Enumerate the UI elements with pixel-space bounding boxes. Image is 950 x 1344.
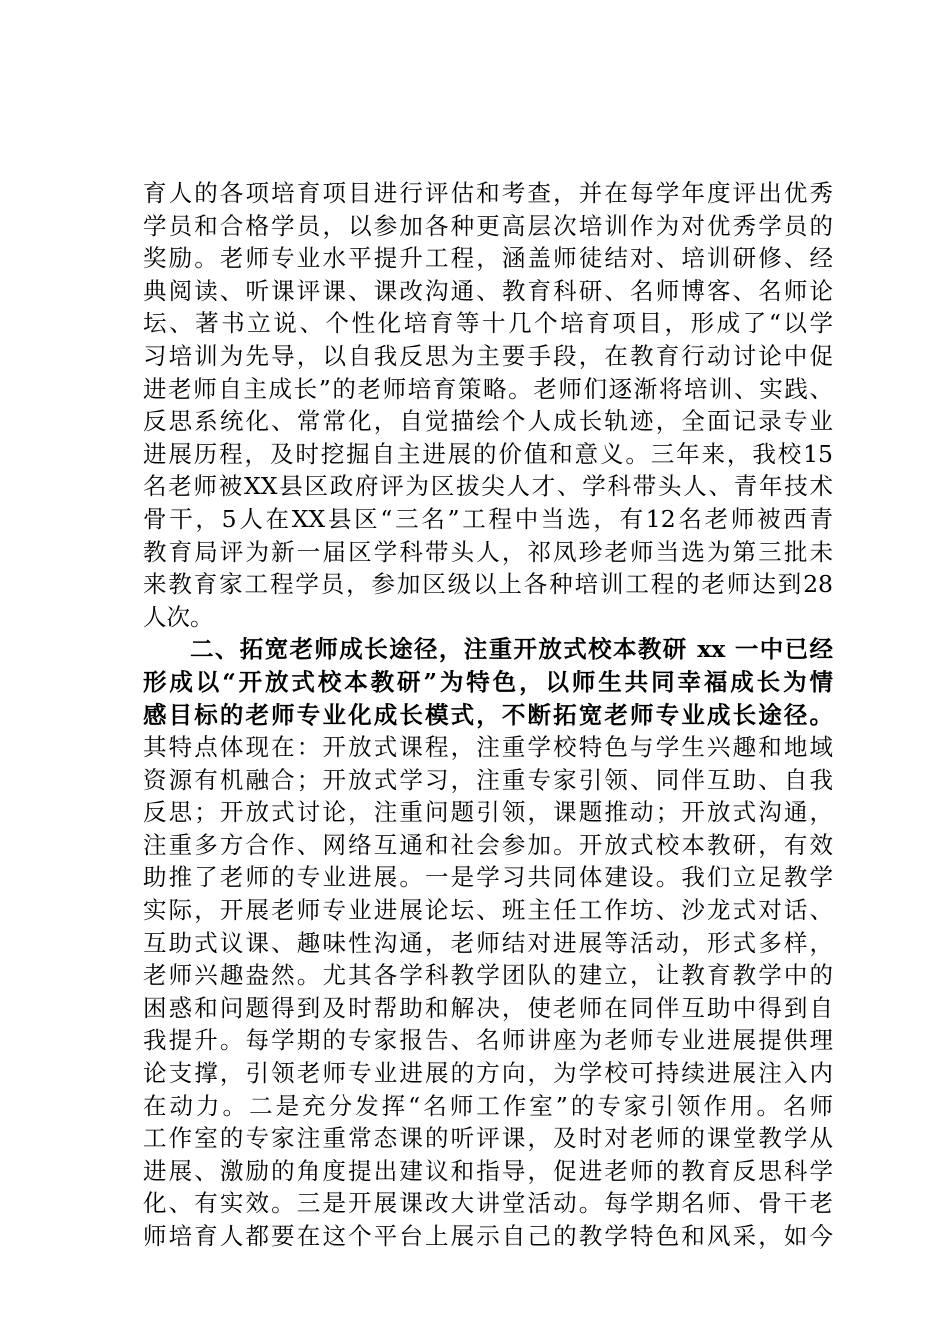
paragraph-line: 名老师被XX县区政府评为区拔尖人才、学科带头人、青年技术 [143,472,833,501]
paragraph-line: 进老师自主成长”的老师培育策略。老师们逐渐将培训、实践、 [143,374,833,403]
paragraph-line: 在动力。二是充分发挥“名师工作室”的专家引领作用。名师 [143,1091,833,1120]
paragraph-line: 师培育人都要在这个平台上展示自己的教学特色和风采，如今 [143,1222,833,1250]
paragraph-line: 我提升。每学期的专家报告、名师讲座为老师专业进展提供理 [143,1026,833,1055]
paragraph-line: 注重多方合作、网络互通和社会参加。开放式校本教研，有效 [143,830,833,859]
paragraph-line: 典阅读、听课评课、课改沟通、教育科研、名师博客、名师论 [143,276,833,305]
paragraph-line: 老师兴趣盎然。尤其各学科教学团队的建立，让教育教学中的 [143,961,833,990]
section-heading-line: 形成以“开放式校本教研”为特色，以师生共同幸福成长为情 [143,667,833,696]
paragraph-line: 互助式议课、趣味性沟通，老师结对进展等活动，形式多样， [143,928,833,957]
section-heading-line: 感目标的老师专业化成长模式，不断拓宽老师专业成长途径。 [143,700,833,729]
paragraph-line: 坛、著书立说、个性化培育等十几个培育项目，形成了“以学 [143,309,833,338]
paragraph-line: 困惑和问题得到及时帮助和解决，使老师在同伴互助中得到自 [143,993,833,1022]
paragraph-line: 反思系统化、常常化，自觉描绘个人成长轨迹，全面记录专业 [143,407,833,436]
paragraph-line: 习培训为先导，以自我反思为主要手段，在教育行动讨论中促 [143,341,833,370]
paragraph-line: 资源有机融合；开放式学习，注重专家引领、同伴互助、自我 [143,765,833,794]
paragraph-line: 反思；开放式讨论，注重问题引领，课题推动；开放式沟通， [143,798,833,827]
paragraph-line: 其特点体现在：开放式课程，注重学校特色与学生兴趣和地域 [143,733,833,762]
paragraph-line: 进展、激励的角度提出建议和指导，促进老师的教育反思科学 [143,1156,833,1185]
paragraph-line: 实际，开展老师专业进展论坛、班主任工作坊、沙龙式对话、 [143,896,833,925]
body-text [143,177,833,1253]
paragraph-line: 育人的各项培育项目进行评估和考查，并在每学年度评出优秀 [143,179,833,207]
paragraph-line: 论支撑，引领老师专业进展的方向，为学校可持续进展注入内 [143,1059,833,1088]
paragraph-line: 工作室的专家注重常态课的听评课，及时对老师的课堂教学从 [143,1124,833,1153]
paragraph-line: 奖励。老师专业水平提升工程，涵盖师徒结对、培训研修、经 [143,244,833,273]
paragraph-line: 进展历程，及时挖掘自主进展的价值和意义。三年来，我校15 [143,439,833,468]
paragraph-line: 化、有实效。三是开展课改大讲堂活动。每学期名师、骨干老 [143,1189,833,1218]
paragraph-line: 骨干，5人在XX县区“三名”工程中当选，有12名老师被西青 [143,504,833,533]
paragraph-line: 助推了老师的专业进展。一是学习共同体建设。我们立足教学 [143,863,833,892]
paragraph-line: 来教育家工程学员，参加区级以上各种培训工程的老师达到28 [143,570,833,599]
paragraph-line: 学员和合格学员，以参加各种更高层次培训作为对优秀学员的 [143,211,833,240]
paragraph-line: 教育局评为新一届区学科带头人，祁凤珍老师当选为第三批未 [143,537,833,566]
paragraph-line: 人次。 [143,602,214,631]
section-heading-line: 二、拓宽老师成长途径，注重开放式校本教研 xx 一中已经 [190,635,833,664]
